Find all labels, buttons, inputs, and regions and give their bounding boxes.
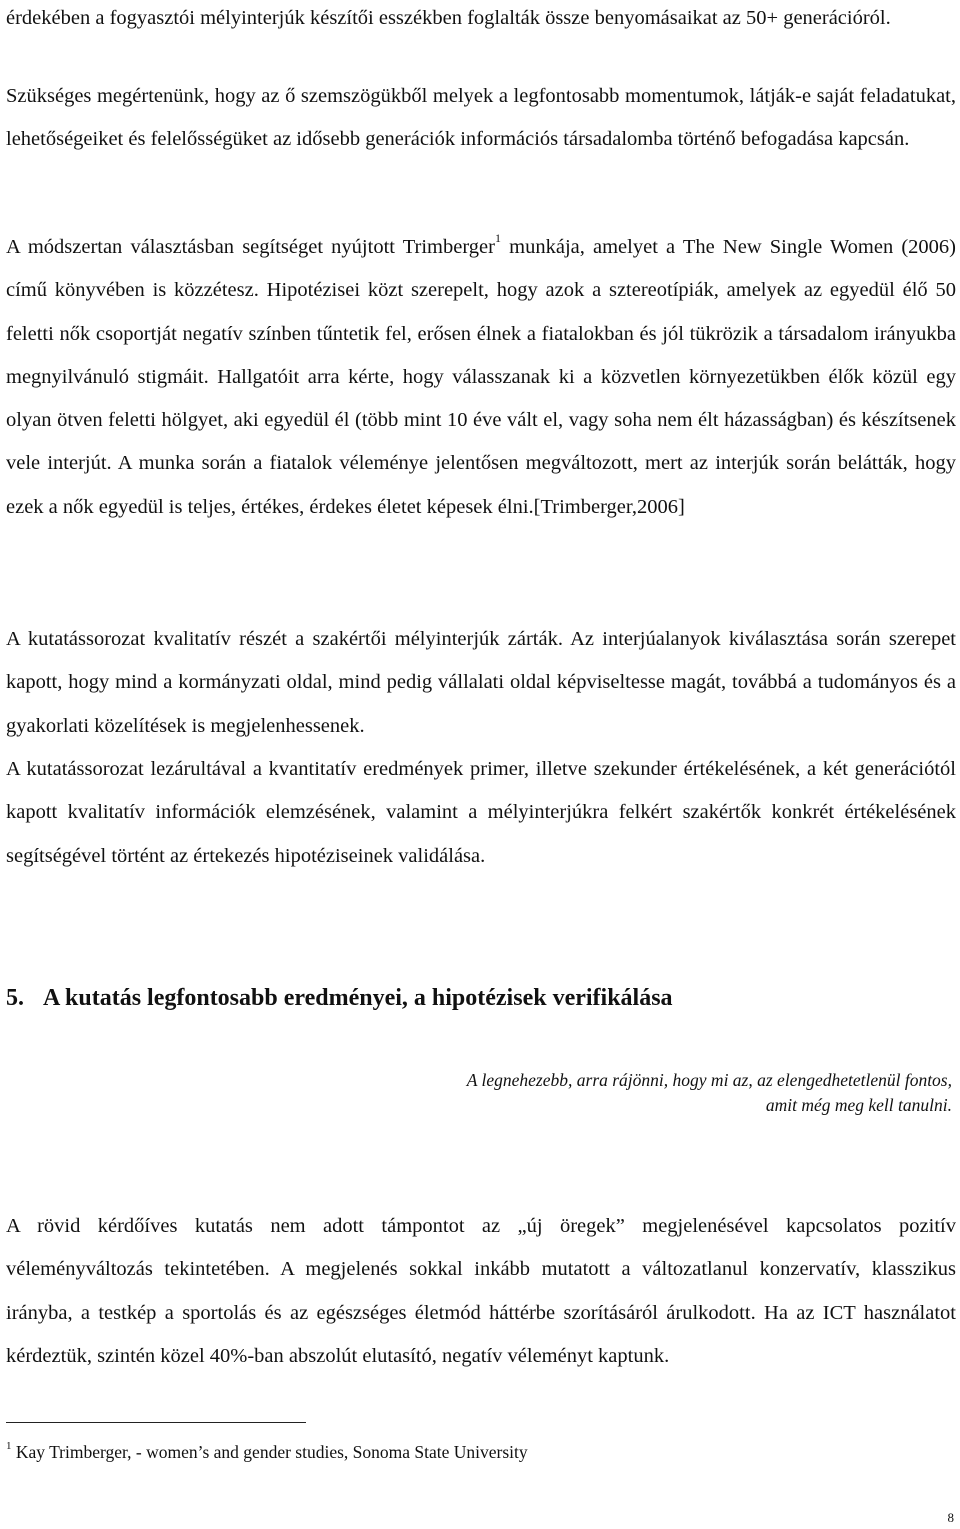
motto-line-1: A legnehezebb, arra rájönni, hogy mi az, az elengedhetetlenül fontos, — [466, 1070, 952, 1090]
section-title: A kutatás legfontosabb eredményei, a hipotézisek verifikálása — [43, 985, 673, 1011]
paragraph-2: Szükséges megértenünk, hogy az ő szemszögükből melyek a legfontosabb momentumok, látják-e saját feladatukat, lehetőségeiket és felelősségüket az idősebb generációk információs társadalomba történő befogadása kapcsán. — [6, 85, 956, 151]
paragraph-3-text-start: A módszertan választásban segítséget nyújtott Trimberger — [6, 236, 495, 258]
section-number: 5. — [6, 985, 24, 1011]
motto-line-2: amit még meg kell tanulni. — [765, 1095, 952, 1115]
section-heading — [6, 980, 673, 1016]
paragraph-3 — [6, 226, 956, 529]
paragraph-5: A kutatássorozat lezárultával a kvantitatív eredmények primer, illetve szekunder értékelésének, a két generációtól kapott kvalitatív információk elemzésének, valamint a mélyinterjúkra felkért szakértők konkrét értékelésének segítségével történt az értekezés hipotéziseinek validálása. — [6, 758, 956, 867]
footnote-marker: 1 — [6, 1440, 12, 1453]
motto-quote — [312, 1068, 952, 1118]
footnote-text: Kay Trimberger, - women’s and gender studies, Sonoma State University — [11, 1442, 528, 1462]
page-number: 8 — [947, 1510, 954, 1525]
paragraph-6: A rövid kérdőíves kutatás nem adott támpontot az „új öregek” megjelenésével kapcsolatos pozitív véleményváltozás tekintetében. A megjelenés sokkal inkább mutatott a változatlanul konzervatív, klasszikus irányba, a testkép a sportolás és az egészséges életmód háttérbe szorításáról árulkodott. Ha az ICT használatot kérdeztük, szintén közel 40%-ban abszolút elutasító, negatív véleményt kaptunk. — [6, 1215, 956, 1367]
footnote-separator — [6, 1422, 306, 1423]
footnote-reference: 1 — [495, 231, 501, 246]
paragraph-4: A kutatássorozat kvalitatív részét a szakértői mélyinterjúk zárták. Az interjúalanyok kiválasztása során szerepet kapott, hogy mind a kormányzati oldal, mind pedig vállalati oldal képviseltesse magát, továbbá a tudományos és a gyakorlati közelítések is megjelenhessenek. — [6, 628, 956, 737]
paragraph-3-text-end: munkája, amelyet a The New Single Women (2006) című könyvében is közzétesz. Hipotézisei közt szerepelt, hogy azok a sztereotípiák, amelyek az egyedül élő 50 feletti nők csoportját negatív színben tűntetik fel, erősen élnek a fiatalokban és jól tükrözik a társadalom irányukba megnyilvánuló stigmáit. Hallgatóit arra kérte, hogy válasszanak ki a közvetlen környezetükben élők közül egy olyan ötven feletti hölgyet, aki egyedül él (több mint 10 éve vált el, vagy soha nem élt házasságban) és készítsenek vele interjút. A munka során a fiatalok véleménye jelentősen megváltozott, mert az interjúk során belátták, hogy ezek a nők egyedül is teljes, értékes, érdekes életet képesek élni.[Trimberger,2006] — [6, 236, 956, 518]
footnote — [6, 1440, 528, 1464]
paragraph-1: érdekében a fogyasztói mélyinterjúk készítői esszékben foglalták össze benyomásaikat az 50+ generációról. — [6, 7, 891, 29]
